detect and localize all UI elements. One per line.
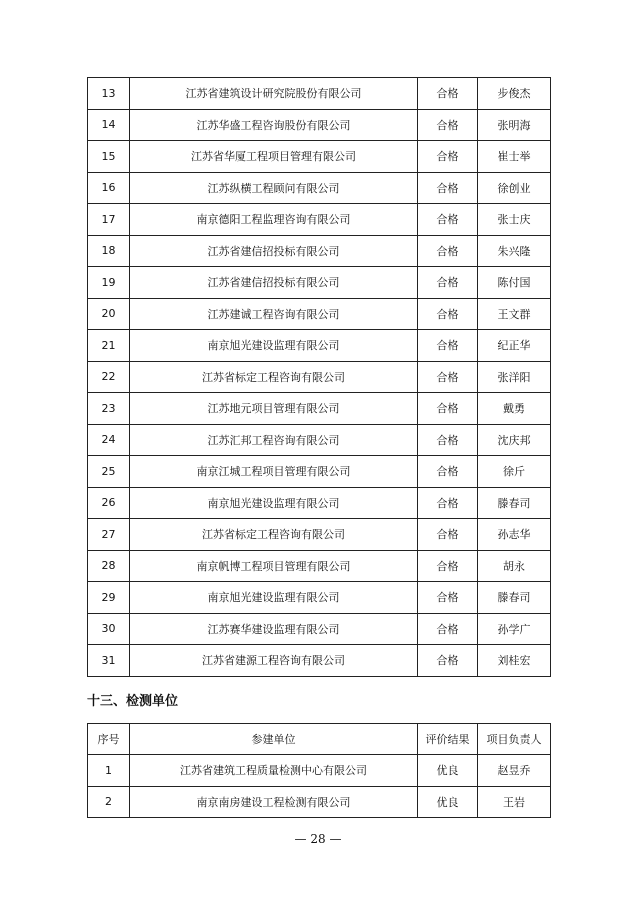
cell-no: 15: [88, 141, 130, 173]
table-row: [88, 78, 551, 110]
table-row: [88, 235, 551, 267]
cell-result: 合格: [418, 613, 478, 645]
cell-unit: 江苏华盛工程咨询股份有限公司: [130, 109, 418, 141]
table-row: [88, 582, 551, 614]
cell-result: 优良: [418, 755, 478, 786]
cell-no: 31: [88, 645, 130, 677]
cell-result: 合格: [418, 550, 478, 582]
testing-units-table: [87, 723, 551, 818]
cell-unit: 江苏汇邦工程咨询有限公司: [130, 424, 418, 456]
cell-no: 2: [88, 786, 130, 817]
cell-person: 张洋阳: [478, 361, 551, 393]
cell-person: 步俊杰: [478, 78, 551, 110]
cell-unit: 江苏省建信招投标有限公司: [130, 235, 418, 267]
cell-person: 王文群: [478, 298, 551, 330]
cell-person: 沈庆邦: [478, 424, 551, 456]
cell-unit: 江苏省标定工程咨询有限公司: [130, 361, 418, 393]
table-row: [88, 361, 551, 393]
table-row: [88, 267, 551, 299]
cell-no: 17: [88, 204, 130, 236]
cell-person: 张士庆: [478, 204, 551, 236]
cell-result: 合格: [418, 424, 478, 456]
table-row: [88, 141, 551, 173]
cell-unit: 江苏省华厦工程项目管理有限公司: [130, 141, 418, 173]
table-row: [88, 298, 551, 330]
table-row: [88, 172, 551, 204]
cell-person: 滕春司: [478, 582, 551, 614]
cell-no: 21: [88, 330, 130, 362]
header-result: 评价结果: [418, 724, 478, 755]
table-row: [88, 204, 551, 236]
cell-result: 合格: [418, 172, 478, 204]
cell-no: 26: [88, 487, 130, 519]
cell-result: 合格: [418, 267, 478, 299]
table-row: [88, 330, 551, 362]
cell-person: 戴勇: [478, 393, 551, 425]
cell-no: 22: [88, 361, 130, 393]
cell-no: 20: [88, 298, 130, 330]
cell-unit: 南京旭光建设监理有限公司: [130, 330, 418, 362]
cell-unit: 南京帆博工程项目管理有限公司: [130, 550, 418, 582]
cell-unit: 江苏省建源工程咨询有限公司: [130, 645, 418, 677]
header-unit: 参建单位: [130, 724, 418, 755]
cell-unit: 南京德阳工程监理咨询有限公司: [130, 204, 418, 236]
cell-unit: 江苏地元项目管理有限公司: [130, 393, 418, 425]
cell-no: 13: [88, 78, 130, 110]
cell-no: 30: [88, 613, 130, 645]
table-row: [88, 519, 551, 551]
cell-result: 合格: [418, 78, 478, 110]
cell-no: 14: [88, 109, 130, 141]
cell-result: 合格: [418, 487, 478, 519]
cell-person: 孙志华: [478, 519, 551, 551]
cell-person: 陈付国: [478, 267, 551, 299]
cell-unit: 南京旭光建设监理有限公司: [130, 487, 418, 519]
cell-unit: 江苏省建筑工程质量检测中心有限公司: [130, 755, 418, 786]
cell-person: 赵昱乔: [478, 755, 551, 786]
cell-person: 刘桂宏: [478, 645, 551, 677]
cell-result: 合格: [418, 456, 478, 488]
cell-no: 18: [88, 235, 130, 267]
cell-no: 19: [88, 267, 130, 299]
table-header-row: [88, 724, 551, 755]
cell-unit: 南京江城工程项目管理有限公司: [130, 456, 418, 488]
cell-result: 合格: [418, 204, 478, 236]
cell-result: 合格: [418, 109, 478, 141]
cell-unit: 南京旭光建设监理有限公司: [130, 582, 418, 614]
cell-no: 28: [88, 550, 130, 582]
table-row: [88, 755, 551, 786]
cell-person: 徐创业: [478, 172, 551, 204]
cell-result: 合格: [418, 141, 478, 173]
table-row: [88, 613, 551, 645]
cell-no: 1: [88, 755, 130, 786]
section-title: 十三、检测单位: [87, 694, 179, 709]
cell-no: 23: [88, 393, 130, 425]
cell-unit: 南京南房建设工程检测有限公司: [130, 786, 418, 817]
header-person: 项目负责人: [478, 724, 551, 755]
evaluation-table-continued: [87, 77, 551, 677]
cell-result: 合格: [418, 330, 478, 362]
cell-person: 孙学广: [478, 613, 551, 645]
cell-no: 16: [88, 172, 130, 204]
cell-no: 29: [88, 582, 130, 614]
cell-result: 合格: [418, 645, 478, 677]
cell-unit: 江苏省建信招投标有限公司: [130, 267, 418, 299]
cell-person: 滕春司: [478, 487, 551, 519]
header-no: 序号: [88, 724, 130, 755]
cell-result: 合格: [418, 582, 478, 614]
table-row: [88, 786, 551, 817]
table-row: [88, 424, 551, 456]
cell-person: 徐斤: [478, 456, 551, 488]
table-row: [88, 393, 551, 425]
cell-person: 朱兴隆: [478, 235, 551, 267]
cell-result: 优良: [418, 786, 478, 817]
cell-person: 王岩: [478, 786, 551, 817]
page-number: — 28 —: [294, 832, 342, 846]
cell-result: 合格: [418, 519, 478, 551]
cell-person: 张明海: [478, 109, 551, 141]
cell-result: 合格: [418, 393, 478, 425]
cell-unit: 江苏赛华建设监理有限公司: [130, 613, 418, 645]
cell-person: 纪正华: [478, 330, 551, 362]
cell-result: 合格: [418, 361, 478, 393]
cell-no: 25: [88, 456, 130, 488]
table-row: [88, 109, 551, 141]
cell-unit: 江苏省建筑设计研究院股份有限公司: [130, 78, 418, 110]
cell-result: 合格: [418, 235, 478, 267]
cell-person: 崔士举: [478, 141, 551, 173]
cell-unit: 江苏省标定工程咨询有限公司: [130, 519, 418, 551]
cell-unit: 江苏纵横工程顾问有限公司: [130, 172, 418, 204]
cell-result: 合格: [418, 298, 478, 330]
cell-no: 27: [88, 519, 130, 551]
table-row: [88, 456, 551, 488]
table-row: [88, 487, 551, 519]
table-row: [88, 550, 551, 582]
cell-person: 胡永: [478, 550, 551, 582]
cell-no: 24: [88, 424, 130, 456]
table-row: [88, 645, 551, 677]
cell-unit: 江苏建诚工程咨询有限公司: [130, 298, 418, 330]
